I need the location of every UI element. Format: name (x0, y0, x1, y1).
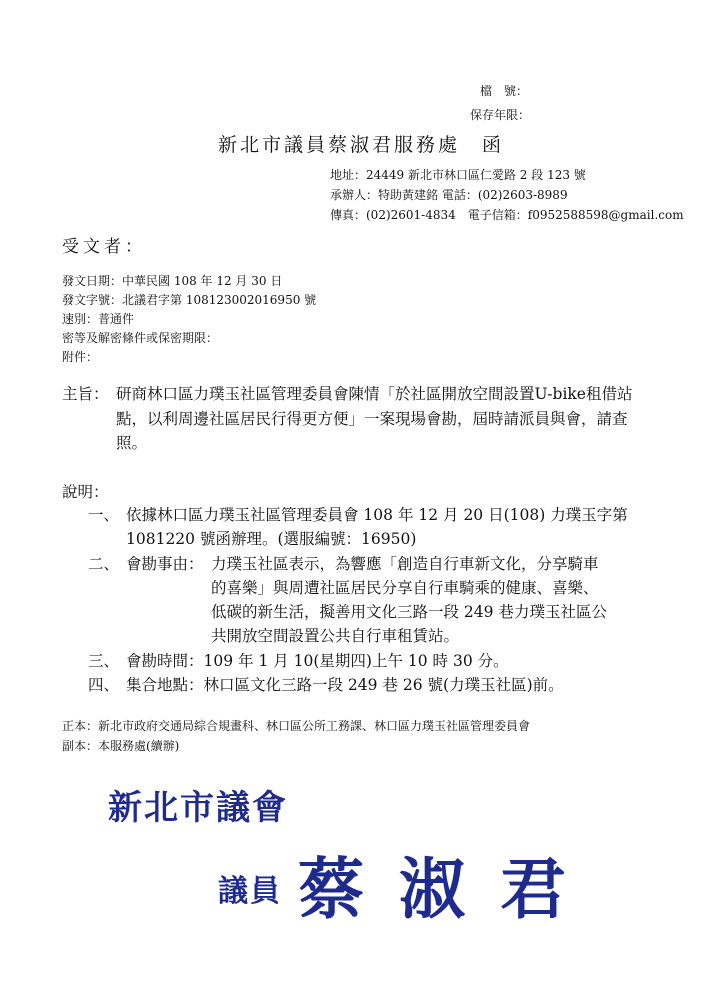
file-number-label: 檔 號： (480, 84, 529, 98)
original-recipients: 正本：新北市政府交通局綜合規畫科、林口區公所工務課、林口區力璞玉社區管理委員會 (62, 719, 531, 733)
item-number: 四、 (88, 676, 120, 694)
document-number: 發文字號：北議君字第 108123002016950 號 (62, 293, 317, 307)
fax-email: 傳真：(02)2601-4834 電子信箱：f0952588598@gmail.com (330, 208, 684, 222)
item-line: 依據林口區力璞玉社區管理委員會 108 年 12 月 20 日(108) 力璞玉字第 (126, 506, 628, 524)
attachment-label: 附件： (62, 350, 99, 364)
subject-label: 主旨： (62, 385, 109, 403)
name-signature-stamp: 蔡 淑 君 (298, 850, 572, 928)
item-line: 力璞玉社區表示，為響應「創造自行車新文化，分享騎車 (211, 555, 599, 573)
item-line: 集合地點：林口區文化三路一段 249 巷 26 號(力璞玉社區)前。 (126, 676, 564, 694)
item-line: 1081220 號函辦理。(選服編號：16950) (126, 530, 417, 548)
item-number: 三、 (88, 652, 120, 670)
item-line: 會勘時間：109 年 1 月 10(星期四)上午 10 時 30 分。 (126, 652, 509, 670)
explanation-label: 說明： (62, 483, 109, 501)
item-heading: 會勘事由： (126, 555, 204, 573)
sender-address: 地址：24449 新北市林口區仁愛路 2 段 123 號 (330, 168, 586, 182)
retention-period-label: 保存年限： (470, 108, 531, 122)
copy-recipients: 副本：本服務處(續辦) (62, 739, 180, 753)
item-number: 二、 (88, 555, 120, 573)
handler-phone: 承辦人：特助黃建銘 電話：(02)2603-8989 (330, 188, 568, 202)
item-line: 的喜樂」與周遭社區居民分享自行車騎乘的健康、喜樂、 (211, 579, 599, 597)
secrecy-level: 密等及解密條件或保密期限： (62, 331, 219, 345)
item-number: 一、 (88, 506, 120, 524)
item-line: 共開放空間設置公共自行車租賃站。 (211, 627, 460, 645)
document-title: 新北市議員蔡淑君服務處 函 (218, 134, 505, 156)
role-stamp: 議員 (218, 874, 282, 909)
recipient-label: 受文者： (62, 237, 146, 257)
issue-date: 發文日期：中華民國 108 年 12 月 30 日 (62, 274, 283, 288)
subject-text: 研商林口區力璞玉社區管理委員會陳情「於社區開放空間設置U-bike租借站點，以利周邊社區居民行得更方便」一案現場會勘，屆時請派員與會，請查照。 (116, 385, 633, 452)
council-stamp: 新北市議會 (108, 788, 288, 828)
delivery-speed: 速別：普通件 (62, 312, 135, 326)
item-line: 低碳的新生活，擬善用文化三路一段 249 巷力璞玉社區公 (211, 603, 607, 621)
